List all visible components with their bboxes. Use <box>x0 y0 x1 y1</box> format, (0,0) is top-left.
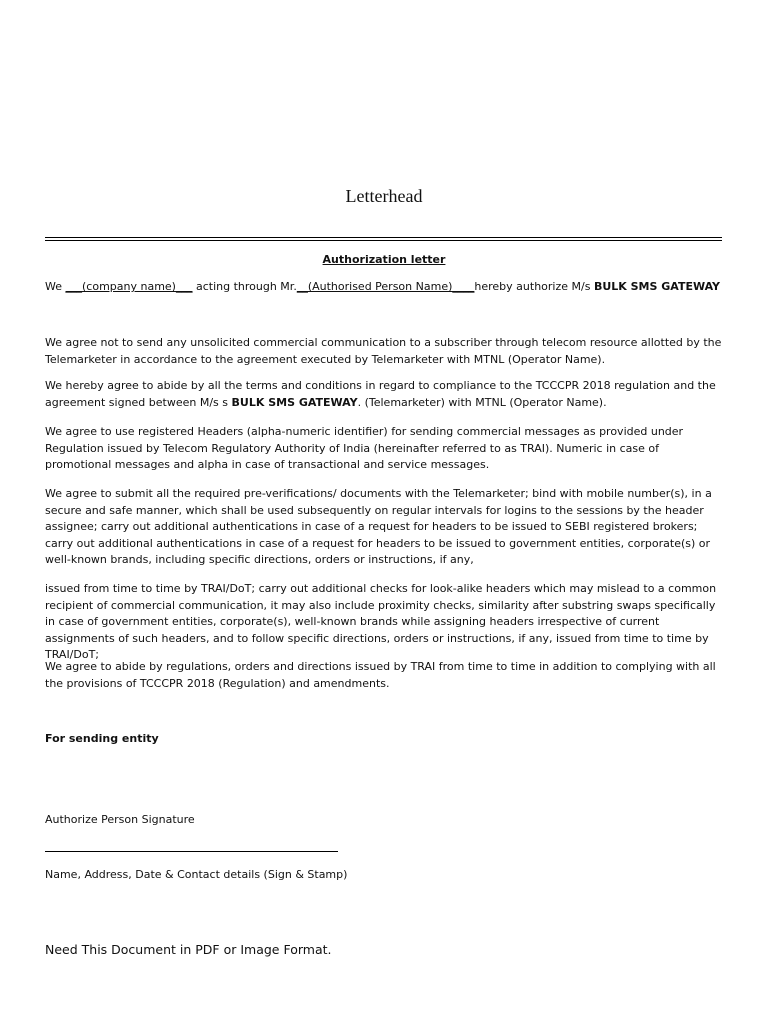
authorised-person-field: __(Authorised Person Name)____ <box>296 280 475 293</box>
paragraph-5: issued from time to time by TRAI/DoT; carry out additional checks for look-alike headers which may mislead to a common recipient of commercial communication, it may also include proximity checks, similarity after substring swaps specifically in case of government entities, corporate(s), well-known brands while assigning headers irrespective of current assignments of such headers, and to follow specific directions, orders or instructions, if any, issued from time to time by TRAI/DoT; <box>45 582 717 661</box>
header-rule-top <box>45 237 722 238</box>
letter-title: Authorization letter <box>322 253 446 266</box>
paragraph-1: We agree not to send any unsolicited commercial communication to a subscriber through telecom resource allotted by the Telemarketer in accordance to the agreement executed by Telemarketer with MTNL (Operator Name). <box>45 336 722 366</box>
paragraph-2-gateway: BULK SMS GATEWAY <box>231 395 358 409</box>
intro-line <box>45 279 725 296</box>
sending-entity-heading: For sending entity <box>45 732 159 745</box>
signature-line <box>45 851 338 852</box>
letterhead-title: Letterhead <box>345 186 423 206</box>
intro-acting-through: acting through Mr. <box>195 280 297 293</box>
intro-we: We <box>45 280 62 293</box>
gateway-name: BULK SMS GATEWAY <box>593 280 721 293</box>
signature-label: Authorize Person Signature <box>45 813 195 826</box>
paragraph-2-start: We hereby agree to abide by all the terms and conditions in regard to compliance to the TCCCPR 2018 regulation and the agreement signed between M/s s <box>45 379 716 409</box>
details-label: Name, Address, Date & Contact details (Sign & Stamp) <box>45 868 348 881</box>
company-name-field: ___(company name)___ <box>65 280 193 293</box>
paragraph-4: We agree to submit all the required pre-verifications/ documents with the Telemarketer; bind with mobile number(s), in a secure and safe manner, which shall be used subsequently on regular intervals for logins to the sessions by the header assignee; carry out additional authentications in case of a request for headers to be issued to SEBI registered brokers; carry out additional authentications in case of a request for headers to be issued to government entities, corporate(s) or well-known brands, including specific directions, orders or instructions, if any, <box>45 487 712 566</box>
paragraph-2-end: . (Telemarketer) with MTNL (Operator Name). <box>357 395 607 409</box>
paragraph-2 <box>45 378 725 411</box>
paragraph-3: We agree to use registered Headers (alpha-numeric identifier) for sending commercial messages as provided under Regulation issued by Telecom Regulatory Authority of India (hereinafter referred to as TRAI). Numeric in case of promotional messages and alpha in case of transactional and service messages. <box>45 425 684 471</box>
paragraph-6: We agree to abide by regulations, orders and directions issued by TRAI from time to time in addition to complying with all the provisions of TCCCPR 2018 (Regulation) and amendments. <box>45 660 716 690</box>
format-request-note: Need This Document in PDF or Image Format. <box>45 942 332 957</box>
intro-hereby-authorize: hereby authorize M/s <box>474 280 591 293</box>
header-rule-bottom <box>45 240 722 241</box>
